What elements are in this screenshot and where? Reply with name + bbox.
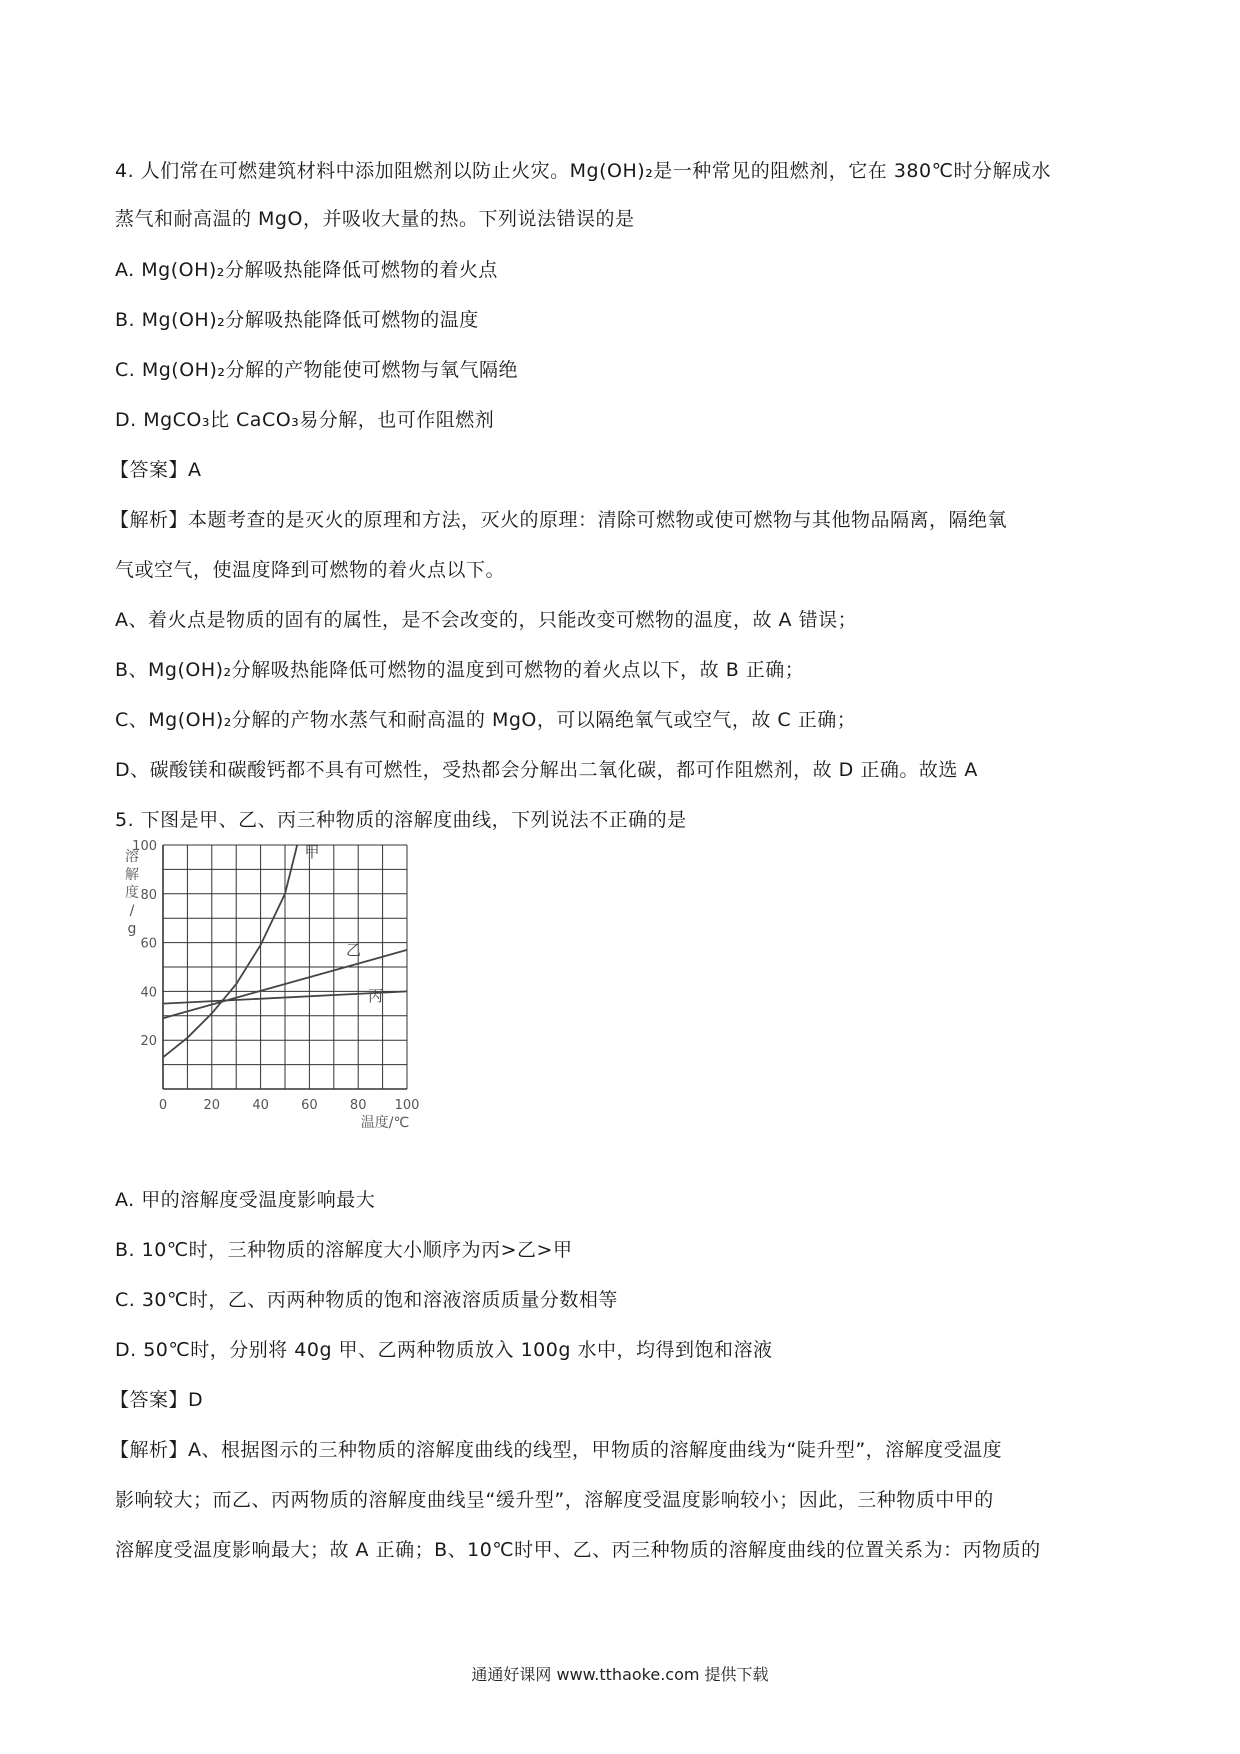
q4-stem-line-2: 蒸气和耐高温的 MgO，并吸收大量的热。下列说法错误的是	[115, 208, 635, 230]
x-tick-label: 100	[394, 1098, 420, 1113]
q4-option-b: B. Mg(OH)₂分解吸热能降低可燃物的温度	[115, 309, 479, 331]
y-tick-label: 100	[132, 839, 157, 854]
q4-option-c: C. Mg(OH)₂分解的产物能使可燃物与氧气隔绝	[115, 359, 518, 381]
solubility-chart	[118, 833, 448, 1133]
y-tick-label: 40	[140, 985, 157, 1001]
chart-grid	[163, 845, 407, 1089]
chart-ticks	[132, 839, 419, 1113]
q4-analysis-line-4: B、Mg(OH)₂分解吸热能降低可燃物的温度到可燃物的着火点以下，故 B 正确；	[115, 659, 805, 681]
q4-stem-line-1: 4. 人们常在可燃建筑材料中添加阻燃剂以防止火灾。Mg(OH)₂是一种常见的阻燃剂，它在 380℃时分解成水	[115, 160, 1051, 182]
y-tick-label: 20	[140, 1034, 157, 1050]
q5-analysis-line-1: 【解析】A、根据图示的三种物质的溶解度曲线的线型，甲物质的溶解度曲线为“陡升型”，溶解度受温度	[110, 1439, 1003, 1461]
x-tick-label: 20	[203, 1098, 221, 1113]
y-tick-label: 80	[140, 887, 157, 903]
page-footer: 通通好课网 www.tthaoke.com 提供下载	[471, 1665, 769, 1684]
q4-answer: 【答案】A	[110, 459, 202, 481]
q5-option-b: B. 10℃时，三种物质的溶解度大小顺序为丙>乙>甲	[115, 1239, 573, 1261]
series-label-乙: 乙	[346, 940, 362, 959]
series-label-甲: 甲	[304, 843, 320, 862]
x-tick-label: 60	[301, 1098, 318, 1113]
q4-analysis-line-2: 气或空气，使温度降到可燃物的着火点以下。	[115, 559, 506, 581]
series-label-丙: 丙	[367, 987, 383, 1006]
q5-answer: 【答案】D	[110, 1389, 204, 1411]
q4-option-d: D. MgCO₃比 CaCO₃易分解，也可作阻燃剂	[115, 409, 495, 431]
q5-option-c: C. 30℃时，乙、丙两种物质的饱和溶液溶质质量分数相等	[115, 1289, 618, 1311]
q4-analysis-line-1: 【解析】本题考查的是灭火的原理和方法，灭火的原理：清除可燃物或使可燃物与其他物品隔离，隔绝氧	[110, 509, 1008, 531]
x-tick-label: 80	[349, 1098, 367, 1113]
q5-stem: 5. 下图是甲、乙、丙三种物质的溶解度曲线，下列说法不正确的是	[115, 809, 687, 831]
q4-analysis-line-3: A、着火点是物质的固有的属性，是不会改变的，只能改变可燃物的温度，故 A 错误；	[115, 609, 858, 631]
q5-analysis-line-2: 影响较大；而乙、丙两物质的溶解度曲线呈“缓升型”，溶解度受温度影响较小；因此，三种物质中甲的	[115, 1489, 994, 1511]
series-line-甲	[163, 845, 297, 1057]
x-axis-label: 温度/℃	[360, 1115, 410, 1131]
x-tick-label: 0	[158, 1098, 168, 1113]
y-tick-label: 60	[140, 936, 157, 952]
q5-option-a: A. 甲的溶解度受温度影响最大	[115, 1189, 376, 1211]
q4-analysis-line-5: C、Mg(OH)₂分解的产物水蒸气和耐高温的 MgO，可以隔绝氧气或空气，故 C 正确；	[115, 709, 857, 731]
q5-analysis-line-3: 溶解度受温度影响最大；故 A 正确；B、10℃时甲、乙、丙三种物质的溶解度曲线的位置关系为：丙物质的	[115, 1539, 1041, 1561]
x-tick-label: 40	[252, 1098, 269, 1113]
solubility-chart-svg	[118, 833, 448, 1133]
y-axis-label: 溶解度/ g	[125, 849, 139, 937]
chart-labels	[125, 843, 409, 1131]
q5-option-d: D. 50℃时，分别将 40g 甲、乙两种物质放入 100g 水中，均得到饱和溶液	[115, 1339, 773, 1361]
q4-analysis-line-6: D、碳酸镁和碳酸钙都不具有可燃性，受热都会分解出二氧化碳，都可作阻燃剂，故 D 正确。故选 A	[115, 759, 978, 781]
q4-option-a: A. Mg(OH)₂分解吸热能降低可燃物的着火点	[115, 259, 498, 281]
